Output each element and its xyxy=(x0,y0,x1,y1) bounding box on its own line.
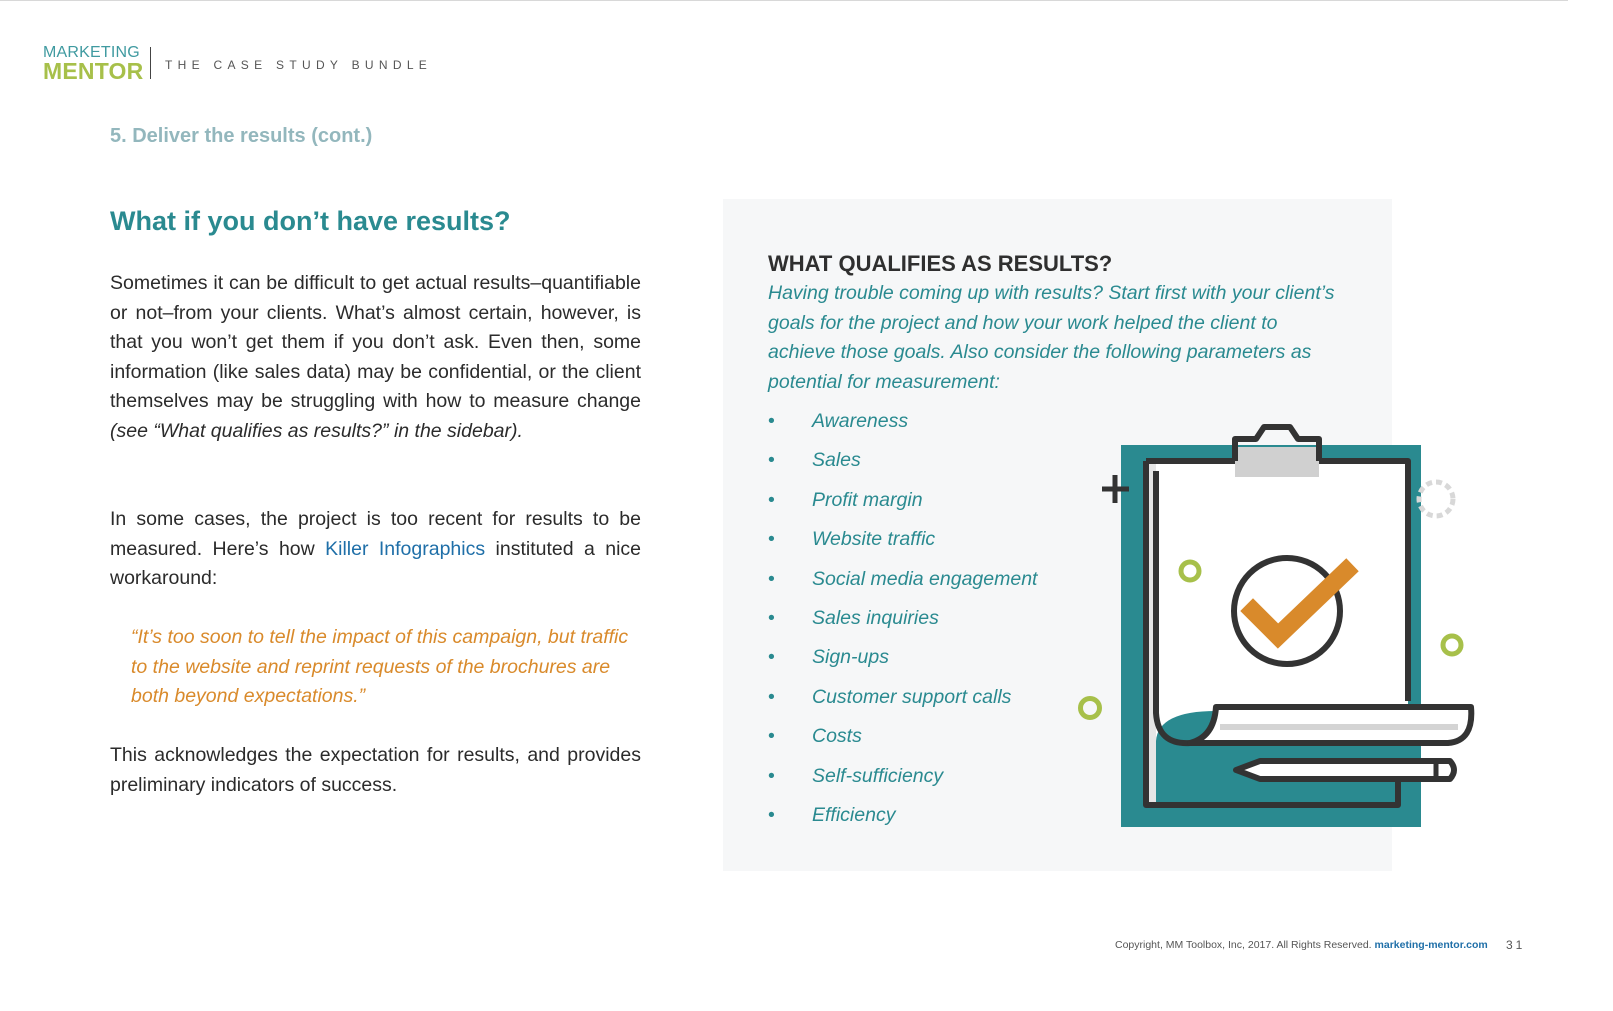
bullet-icon: • xyxy=(768,449,775,472)
list-item: • Customer support calls xyxy=(768,682,1037,721)
bullet-icon: • xyxy=(768,606,775,629)
header-divider xyxy=(150,47,151,79)
bundle-title: THE CASE STUDY BUNDLE xyxy=(165,58,433,72)
green-ring-icon xyxy=(1443,636,1461,654)
green-ring-icon xyxy=(1077,695,1105,723)
bullet-icon: • xyxy=(768,567,775,590)
list-item: • Sign-ups xyxy=(768,642,1037,681)
bullet-icon: • xyxy=(768,410,775,432)
bullet-icon: • xyxy=(768,646,775,669)
testimonial-quote: “It’s too soon to tell the impact of this campaign, but traffic to the website and reprint requests of the brochures are both beyond expectations.” xyxy=(131,626,629,707)
paragraph-workaround xyxy=(110,505,641,594)
bullet-icon: • xyxy=(768,764,775,787)
list-item: • Profit margin xyxy=(768,485,1037,524)
bullet-icon: • xyxy=(768,803,775,826)
paragraph-conclusion: This acknowledges the expectation for results, and provides preliminary indicators of success. xyxy=(110,744,641,796)
sidebar-reference: (see “What qualifies as results?” in the sidebar). xyxy=(110,419,523,442)
logo-bottom-text: MENTOR xyxy=(43,58,144,84)
list-item: • Self-sufficiency xyxy=(768,761,1037,800)
clipboard-checkmark-icon xyxy=(1098,421,1478,831)
paragraph-workaround-after: instituted a nice workaround: xyxy=(110,537,641,589)
list-item: • Sales xyxy=(768,445,1037,484)
bullet-icon: • xyxy=(768,685,775,708)
copyright-text: Copyright, MM Toolbox, Inc, 2017. All Rights Reserved. xyxy=(1115,939,1372,951)
list-item: • Costs xyxy=(768,721,1037,760)
sidebar-heading: WHAT QUALIFIES AS RESULTS? xyxy=(768,251,1113,276)
sidebar-intro: Having trouble coming up with results? Start first with your client’s goals for the project and how your work helped the client to achieve those goals. Also consider the following parameters as potential for measurement: xyxy=(768,282,1335,393)
paragraph-difficulty-text: Sometimes it can be difficult to get actual results–quantifiable or not–from your clients. What’s almost certain, however, is that you won’t get them if you don’t ask. Even then, some information (like sales data) may be confidential, or the client themselves may be struggling with how to measure change xyxy=(110,272,641,412)
pencil-icon xyxy=(1236,761,1454,779)
clip xyxy=(1235,447,1319,477)
copyright-footer xyxy=(1115,939,1488,951)
right-gutter xyxy=(1568,0,1613,1010)
bullet-icon: • xyxy=(768,725,775,748)
paragraph-workaround-before: In some cases, the project is too recent for results to be measured. Here’s how xyxy=(110,508,641,560)
list-item: • Efficiency xyxy=(768,800,1037,839)
list-item: • Social media engagement xyxy=(768,564,1037,603)
logo-top-text: MARKETING xyxy=(43,44,140,61)
dashed-circle-icon xyxy=(1419,482,1453,516)
website-link[interactable]: marketing-mentor.com xyxy=(1374,939,1488,951)
list-item: • Sales inquiries xyxy=(768,603,1037,642)
list-item: • Website traffic xyxy=(768,524,1037,563)
results-list xyxy=(768,406,1037,839)
page-number: 31 xyxy=(1506,938,1526,952)
bullet-icon: • xyxy=(768,488,775,511)
bullet-icon: • xyxy=(768,528,775,551)
main-heading: What if you don’t have results? xyxy=(110,206,511,236)
marketing-mentor-logo[interactable] xyxy=(43,45,143,83)
paragraph-difficulty xyxy=(110,269,641,446)
killer-infographics-link[interactable]: Killer Infographics xyxy=(325,537,486,560)
list-item: • Awareness xyxy=(768,406,1037,445)
section-label: 5. Deliver the results (cont.) xyxy=(110,125,373,147)
